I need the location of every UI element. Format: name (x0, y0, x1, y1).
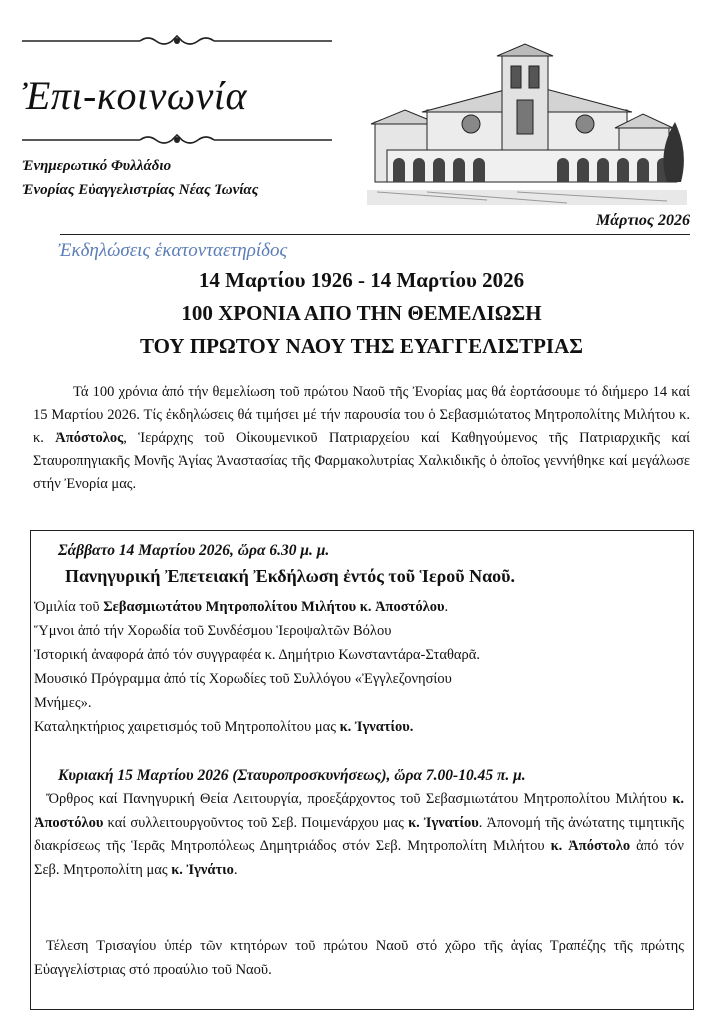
subtitle-line-1: Ἐνημερωτικό Φυλλάδιο (22, 158, 172, 174)
headline-line-2: 100 ΧΡΟΝΙΑ ΑΠΟ ΤΗΝ ΘΕΜΕΛΙΩΣΗ (181, 301, 542, 325)
headline-line-3: ΤΟΥ ΠΡΩΤΟΥ ΝΑΟΥ ΤΗΣ ΕΥΑΓΓΕΛΙΣΤΡΙΑΣ (139, 334, 584, 358)
saturday-item-2: Ὕμνοι ἀπό τήν Χορωδία τοῦ Συνδέσμου Ἱεροψαλτῶν Βόλου (34, 623, 392, 639)
ornament-divider-bottom (22, 133, 332, 147)
section-label: Ἐκδηλώσεις ἑκατονταετηρίδος (58, 240, 288, 261)
saturday-item-3: Ἱστορική ἀναφορά ἀπό τόν συγγραφέα κ. Δημήτριο Κωνσταντάρα-Σταθαρᾶ. (34, 647, 480, 663)
ornament-divider-top (22, 34, 332, 48)
church-illustration (367, 40, 687, 205)
intro-paragraph: Τά 100 χρόνια ἀπό τήν θεμελίωση τοῦ πρώτου Ναοῦ τῆς Ἐνορίας μας θά ἑορτάσουμε τό διήμερο 14 καί 15 Μαρτίου 2026. Τίς ἐκδηλώσεις θά τιμήσει μέ τήν παρουσία του ὁ Σεβασμιώτατος Μητροπολίτης Μιλήτου κ. κ. Ἀπόστολος, Ἱεράρχης τοῦ Οἰκουμενικοῦ Πατριαρχείου καί Καθηγούμενος τῆς Πατριαρχικῆς καί Σταυροπηγιακῆς Μονῆς Ἁγίας Ἀναστασίας τῆς Φαρμακολυτρίας Χαλκιδικῆς ὁ ὁποῖος γεννήθηκε καί μεγάλωσε στήν Ἐνορία μας. (33, 384, 690, 492)
saturday-heading: Σάββατο 14 Μαρτίου 2026, ὥρα 6.30 μ. μ. (58, 542, 330, 559)
subtitle-line-2: Ἐνορίας Εὐαγγελιστρίας Νέας Ἰωνίας (22, 182, 259, 198)
saturday-item-5: Καταληκτήριος χαιρετισμός τοῦ Μητροπολίτου μας κ. Ἰγνατίου. (34, 719, 414, 735)
sunday-trisagion-paragraph: Τέλεση Τρισαγίου ὑπέρ τῶν κτητόρων τοῦ πρώτου Ναοῦ στό χῶρο τῆς ἁγίας Τραπέζης τῆς πρώτης Εὐαγγελίστριας στό προαύλιο τοῦ Ναοῦ. (34, 938, 684, 978)
saturday-title: Πανηγυρική Ἐπετειακή Ἐκδήλωση ἐντός τοῦ Ἱεροῦ Ναοῦ. (65, 566, 516, 586)
sunday-liturgy-paragraph: Ὄρθρος καί Πανηγυρική Θεία Λειτουργία, προεξάρχοντος τοῦ Σεβασμιωτάτου Μητροπολίτου Μιλήτου κ. Ἀποστόλου καί συλλειτουργοῦντος τοῦ Σεβ. Ποιμενάρχου μας κ. Ἰγνατίου. Ἀπονομή τῆς ἀνώτατης τιμητικῆς διακρίσεως τῆς Ἱερᾶς Μητροπόλεως Δημητριάδος στόν Σεβ. Μητροπολίτη Μιλήτου κ. Ἀπόστολο ἀπό τόν Σεβ. Μητροπολίτη μας κ. Ἰγνάτιο. (34, 791, 685, 878)
header-rule (60, 234, 690, 235)
saturday-item-4: Μουσικό Πρόγραμμα ἀπό τίς Χορωδίες τοῦ Συλλόγου «Ἐγγλεζονησίου (34, 671, 452, 687)
sunday-heading: Κυριακή 15 Μαρτίου 2026 (Σταυροπροσκυνήσεως), ὥρα 7.00-10.45 π. μ. (58, 767, 526, 784)
headline-dates: 14 Μαρτίου 1926 - 14 Μαρτίου 2026 (198, 268, 525, 292)
saturday-item-1: Ὁμιλία τοῦ Σεβασμιωτάτου Μητροπολίτου Μιλήτου κ. Ἀποστόλου. (34, 599, 449, 615)
newsletter-title: Ἐπι-κοινωνία (22, 73, 247, 118)
saturday-item-4-cont: Μνήμες». (34, 695, 92, 711)
issue-date: Μάρτιος 2026 (596, 212, 690, 229)
